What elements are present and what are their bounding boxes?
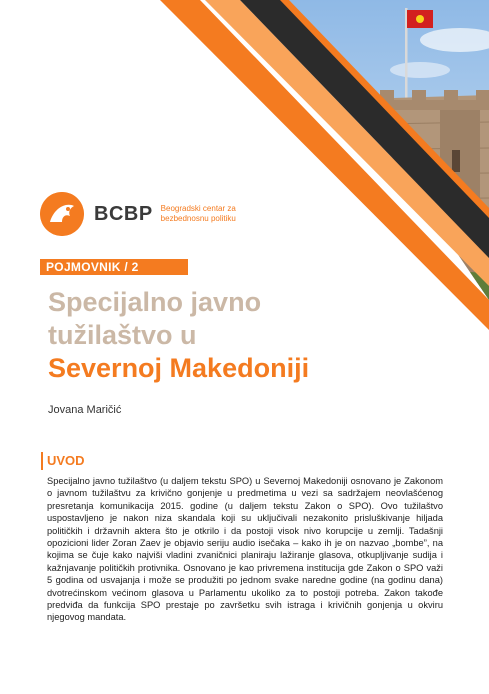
- bcbp-logo-mark-icon: [40, 192, 84, 236]
- cover-photo-fortress: [0, 0, 489, 330]
- title-line-2: tužilaštvo u: [48, 320, 197, 350]
- title-line-1: Specijalno javno: [48, 287, 262, 317]
- body-paragraph: [47, 475, 443, 624]
- title-line-3: Severnoj Makedoniji: [48, 353, 310, 383]
- brand-subtitle: Beogradski centar za bezbednosnu politiku: [160, 204, 236, 223]
- section-tag: POJMOVNIK / 2: [40, 259, 188, 275]
- brand-name: BCBP: [94, 202, 153, 225]
- bcbp-logo: [40, 192, 271, 236]
- document-title: [48, 286, 408, 385]
- author-name: Jovana Maričić: [48, 404, 122, 416]
- intro-paragraph: Specijalno javno tužilaštvo (u daljem tekstu SPO) u Severnoj Makedoniji osnovano je Zakonom o javnom tužilaštvu za krivično gonjenje u predmetima u vezi sa sadržajem neovlašćenog presretanja komunikacija 2015. godine (u daljem tekstu Zakon o SPO). Ovo tužilaštvo uspostavljeno je nakon niza skandala koji su uključivali nezakonito prisluškivanje hiljada političkih i državnih aktera što je otkrilo i da postoji visok nivo korupcije u zemlji. Tadašnji opozicioni lider Zoran Zaev je objavio seriju audio isečaka – kako ih je on nazvao „bombe”, na kojima se čuje kako najviši vladini zvaničnici planiraju lažiranje glasova, otkupljivanje sudija i kažnjavanje političkih protivnika. Osnovano je kao privremena institucija gde Zakon o SPO važi 5 godina od usvajanja i može se produžiti po jednom svake naredne godine (na godinu dana) dvotrećinskom većinom glasova u Parlamentu ukoliko za to postoji potreba. Zakon takođe predviđa da funkcija SPO prestaje po završetku svih istraga i krivičnih gonjenja u okviru njegovog mandata.: [47, 476, 443, 623]
- heading-accent-bar: [41, 452, 43, 470]
- section-heading: UVOD: [47, 453, 85, 468]
